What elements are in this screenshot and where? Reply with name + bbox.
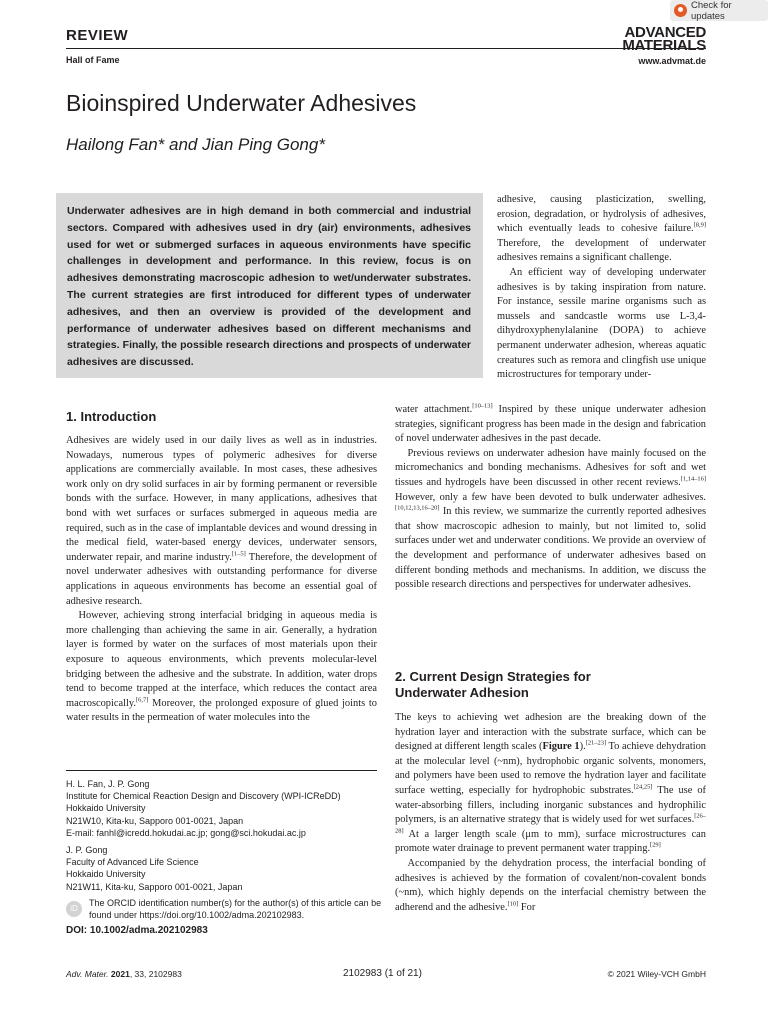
right-column-top: [497, 193, 706, 383]
section-label: REVIEW: [66, 27, 129, 44]
article-title: Bioinspired Underwater Adhesives: [66, 90, 417, 116]
doi-link[interactable]: DOI: 10.1002/adma.202102983: [66, 925, 208, 936]
journal-logo: [622, 26, 706, 52]
citation[interactable]: [10]: [507, 900, 519, 908]
citation[interactable]: [6,7]: [136, 696, 149, 704]
citation[interactable]: [21–23]: [585, 739, 607, 747]
journal-logo-line2: MATERIALS: [622, 37, 706, 54]
paragraph: Adhesives are widely used in our daily lives as well as in industries. Nowadays, numerous types of polymeric adhesives for diverse applications are commercially available. In most cases, these adhesives work only on dry solid surfaces in air by forming permanent or reversible bonds with the surface. However, in many applications, adhesives that bond with wet surfaces or surfaces submerged in aqueous media are required, such as in the case of implantable devices and wound dressing in the medical field, water-based energy devices, underwater sensors, underwater repair, and marine industry.[1–5] Therefore, the development of novel underwater adhesives with outstanding performance for diverse applications in aqueous environments has become an essential goal of adhesive research.: [66, 435, 377, 607]
left-column: [66, 434, 377, 726]
journal-citation: Adv. Mater. 2021, 33, 2102983: [66, 969, 182, 979]
abstract-text: Underwater adhesives are in high demand in both commercial and industrial sectors. Compared with adhesives used in dry (air) environments, adhesives used for wet or submerged surfaces in aqueous environments have specific challenges in development and performance. In this review, focus is on adhesives demonstrating macroscopic adhesion to wet/underwater substrates. The current strategies are first introduced for different types of underwater adhesives, and then an overview is provided of the development and performance of underwater adhesives based on different mechanisms and strategies. Finally, the possible research directions and prospects of underwater adhesives are discussed.: [67, 205, 471, 369]
citation[interactable]: [1–5]: [231, 550, 246, 558]
abstract-box: [56, 193, 483, 378]
journal-logo-line1: ADVANCED: [624, 24, 706, 41]
affiliation-line: Hokkaido University: [66, 803, 146, 814]
paragraph: water attachment.[10–13] Inspired by these unique underwater adhesion strategies, significant progress has been made in the design and fabrication of novel underwater adhesives in the past decade.: [395, 402, 706, 445]
copyright: © 2021 Wiley-VCH GmbH: [607, 969, 706, 979]
paragraph: The keys to achieving wet adhesion are the breaking down of the hydration layer and interaction with the substrate surface, which can be designed at different length scales (Figure 1).[21–23] To achieve dehydration at the molecular level (~nm), hydrophobic organic solvents, monomers, and polymers have been used to remove the hydration layer and facilitate surface wetting, especially for hydrophobic substrates.[24,25] The use of water-absorbing fillers, including inorganic substances and hydrophilic polymers, is an alternative strategy that is widely used for wet surfaces.[26–28] At a larger length scale (μm to mm), surface microstructures can promote water drainage to prevent permanent water trapping.[29]: [395, 712, 706, 855]
affiliation-line: N21W10, Kita-ku, Sapporo 001-0021, Japan: [66, 815, 244, 826]
figure-link[interactable]: Figure 1: [542, 741, 580, 753]
crossmark-icon: [674, 4, 687, 17]
paragraph: Previous reviews on underwater adhesion have mainly focused on the micromechanics and bonding mechanisms. Adhesives for soft and wet tissues and hydrogels have been discussed in other recent reviews.[1,14–16] However, only a few have been devoted to bulk underwater adhesives.[10,12,13,16–20] In this review, we summarize the currently reported adhesives that show macroscopic adhesion to mainly, but not limited to, solid surfaces under wet and underwater conditions. We provide an overview of the development and performance of underwater adhesives based on different bonding methods and mechanisms. In addition, we discuss the possible research directions and perspectives for underwater adhesives.: [395, 447, 706, 591]
affiliation-line: Institute for Chemical Reaction Design and Discovery (WPI-ICReDD): [66, 791, 341, 802]
affiliation-names: H. L. Fan, J. P. Gong: [66, 779, 150, 789]
affiliation-line: N21W11, Kita-ku, Sapporo 001-0021, Japan: [66, 881, 243, 892]
citation[interactable]: [1,14–16]: [680, 475, 706, 483]
right-column-bottom: [395, 711, 706, 915]
citation[interactable]: [8,9]: [693, 221, 706, 229]
paragraph: Accompanied by the dehydration process, the interfacial bonding of adhesives is achieved by the formation of covalent/non-covalent bonds (~nm), which highly depends on the interfacial chemistry between the adherend and the adhesive.[10] For: [395, 857, 706, 913]
affiliations: [66, 778, 386, 921]
affiliation-names: J. P. Gong: [66, 845, 108, 856]
paragraph: An efficient way of developing underwater adhesives is by taking inspiration from nature. For instance, sessile marine organisms such as mussels and sandcastle worms use L-3,4-dihydroxyphenylalanine (DOPA) to achieve permanent underwater adhesion, whereas aquatic creatures such as remora and clingfish use unique microstructures for temporary under-: [497, 266, 706, 381]
page-number: 2102983 (1 of 21): [343, 968, 422, 979]
header-rule: [66, 48, 706, 49]
section-heading: 1. Introduction: [66, 409, 157, 424]
section-heading: 2. Current Design Strategies for Underwater Adhesion: [395, 669, 591, 700]
citation[interactable]: [10–13]: [472, 402, 493, 410]
check-for-updates-label: Check for updates: [691, 0, 732, 22]
check-for-updates-button[interactable]: [670, 0, 768, 21]
footnote-rule: [66, 770, 377, 771]
citation[interactable]: [24,25]: [633, 783, 653, 791]
citation[interactable]: [29]: [650, 841, 661, 849]
author-emails[interactable]: E-mail: fanhl@icredd.hokudai.ac.jp; gong@sci.hokudai.ac.jp: [66, 827, 306, 838]
article-authors: Hailong Fan* and Jian Ping Gong*: [66, 135, 325, 154]
subsection-label: Hall of Fame: [66, 55, 120, 65]
citation[interactable]: [10,12,13,16–20]: [395, 504, 440, 512]
citation[interactable]: [26–28]: [395, 812, 706, 835]
paragraph: However, achieving strong interfacial bridging in aqueous media is more challenging than achieving the same in air. Generally, a hydration layer is formed by water on the surfaces of most materials upon their exposure to aqueous environments, which prevents molecular-level bridging between the adhesive and the substrate. In addition, water drops tend to become trapped at the interface, which reduces the contact area macroscopically.[6,7] Moreover, the prolonged exposure of glued joints to water results in the permeation of water molecules into the: [66, 610, 377, 724]
right-column-middle: [395, 403, 706, 593]
paragraph: adhesive, causing plasticization, swelling, erosion, degradation, or hydrolysis of adhesives, which eventually leads to cohesive failure.[8,9] Therefore, the development of underwater adhesives remains a significant challenge.: [497, 194, 706, 264]
orcid-icon: iD: [66, 901, 82, 917]
affiliation-line: Hokkaido University: [66, 869, 146, 880]
journal-website-link[interactable]: www.advmat.de: [638, 56, 706, 66]
orcid-note: The ORCID identification number(s) for the author(s) of this article can be found under https://doi.org/10.1002/adma.202102983.: [89, 897, 382, 921]
affiliation-line: Faculty of Advanced Life Science: [66, 857, 199, 868]
